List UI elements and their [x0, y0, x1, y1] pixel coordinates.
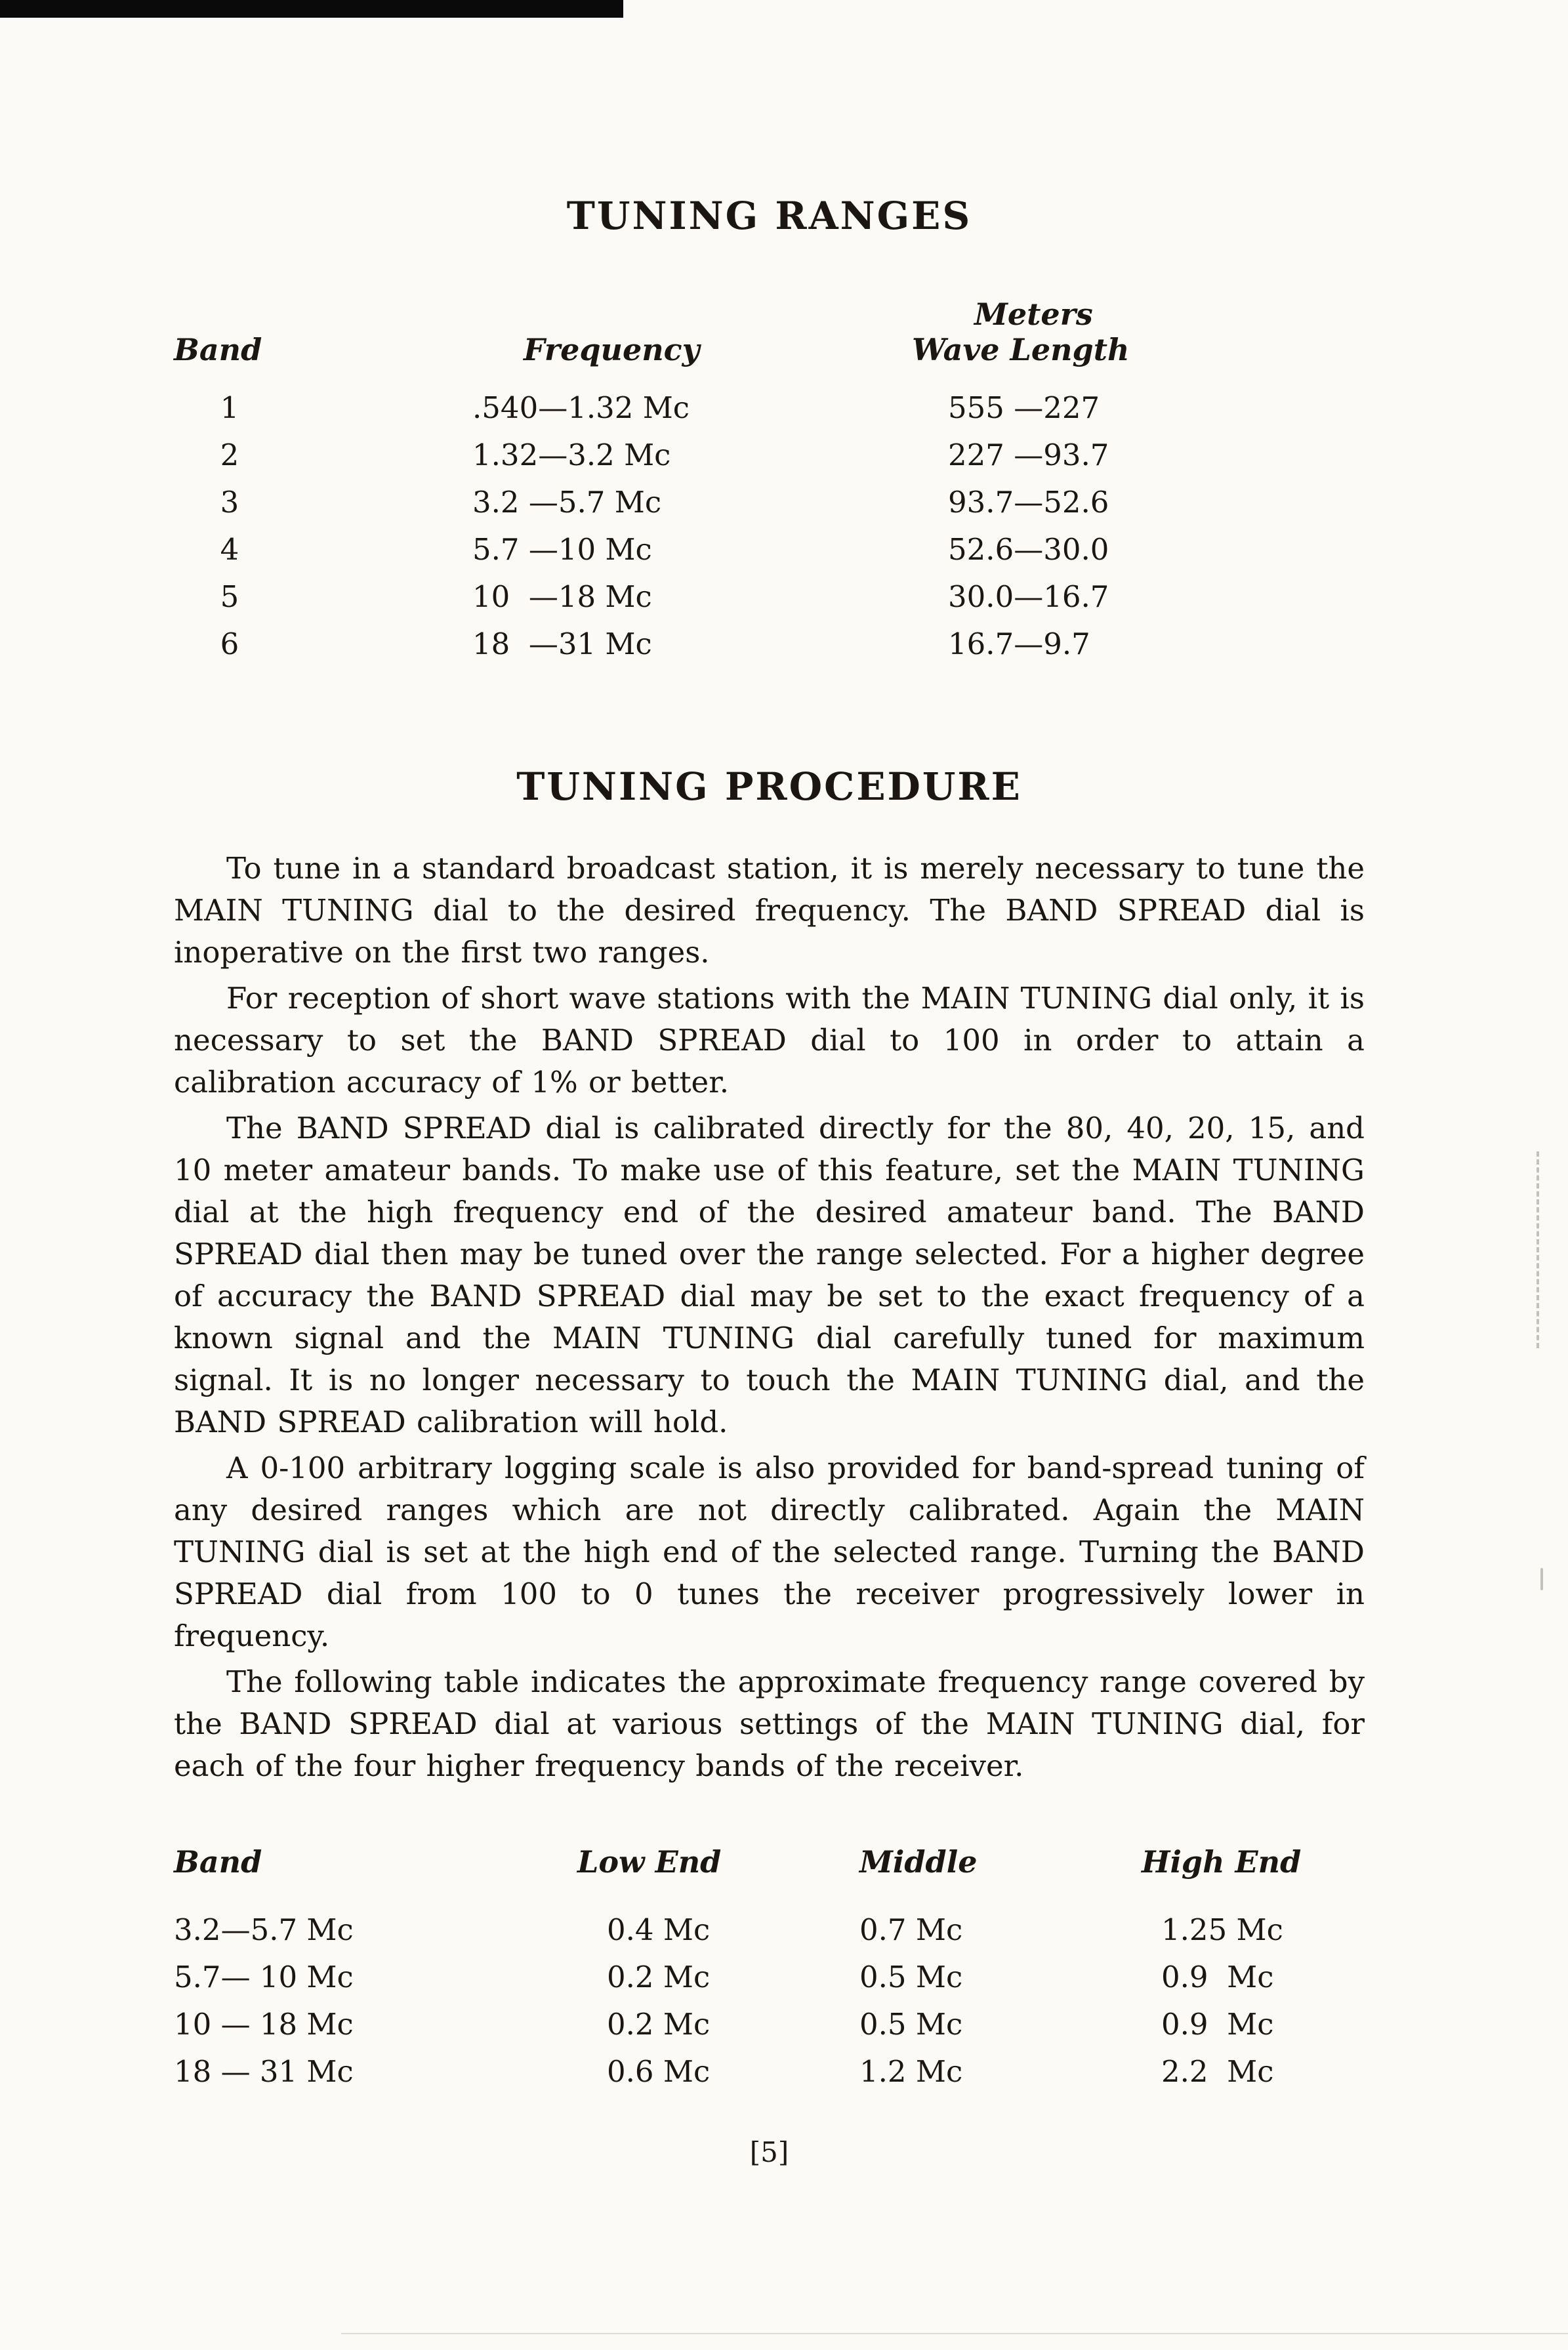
band-cell: 18 — 31 Mc: [174, 2053, 354, 2089]
table-row: [174, 432, 1365, 479]
table-row: [174, 621, 1365, 668]
band-cell: [174, 573, 472, 621]
frequency-cell: 18 —31 Mc: [472, 626, 652, 661]
tuning-procedure-body: [174, 848, 1365, 1787]
band-cell: [174, 621, 472, 668]
table-row: [174, 479, 1365, 526]
meters-header-line1: Meters: [974, 296, 1093, 332]
frequency-column-header: Frequency: [524, 331, 700, 367]
middle-column-header: Middle: [859, 1844, 978, 1880]
scan-artifact-right-dashes: [1537, 1151, 1539, 1348]
frequency-cell: 1.32—3.2 Mc: [472, 437, 671, 472]
high-end-column-header: High End: [1142, 1844, 1302, 1880]
band-cell: [174, 479, 472, 526]
band-cell: [174, 432, 472, 479]
page-number: [5]: [749, 2135, 789, 2168]
middle-cell: 1.2 Mc: [859, 2053, 963, 2089]
table-row: [174, 384, 1365, 432]
band-value: 6: [220, 626, 239, 661]
table-row: [174, 2048, 1365, 2095]
band-cell: [174, 384, 472, 432]
meters-cell: 93.7—52.6: [948, 484, 1109, 520]
low-end-cell: 0.6 Mc: [607, 2053, 711, 2089]
meters-cell: 555 —227: [948, 390, 1100, 425]
paragraph: To tune in a standard broadcast station, it is merely necessary to tune the MAIN TUNING dial to the desired frequency. The BAND SPREAD dial is inoperative on the first two ranges.: [174, 850, 1365, 970]
middle-cell: 0.7 Mc: [859, 1912, 963, 1947]
high-end-cell: 0.9 Mc: [1161, 1959, 1274, 1994]
meters-cell: 30.0—16.7: [948, 579, 1109, 614]
band-cell: 10 — 18 Mc: [174, 2006, 354, 2042]
table-row: [174, 1907, 1365, 1954]
high-end-cell: 2.2 Mc: [1161, 2053, 1274, 2089]
meters-cell: 227 —93.7: [948, 437, 1109, 472]
meters-column-header: [912, 297, 1365, 367]
band-value: 3: [220, 484, 239, 520]
tuning-procedure-title: TUNING PROCEDURE: [516, 764, 1022, 809]
band-column-header: Band: [174, 1844, 262, 1880]
table-row: [174, 2001, 1365, 2048]
band-cell: 3.2—5.7 Mc: [174, 1912, 354, 1947]
frequency-cell: 5.7 —10 Mc: [472, 531, 652, 567]
band-column-header: Band: [174, 331, 262, 367]
table-row: [174, 526, 1365, 573]
middle-cell: 0.5 Mc: [859, 2006, 963, 2042]
frequency-cell: 10 —18 Mc: [472, 579, 652, 614]
band-value: 1: [220, 390, 239, 425]
band-value: 2: [220, 437, 239, 472]
paragraph: The BAND SPREAD dial is calibrated directly for the 80, 40, 20, 15, and 10 meter amateur bands. To make use of this feature, set the MAIN TUNING dial at the high frequency end of the desired amateur band. The BAND SPREAD dial then may be tuned over the range selected. For a higher degree of accuracy the BAND SPREAD dial may be set to the exact frequency of a known signal and the MAIN TUNING dial carefully tuned for maximum signal. It is no longer necessary to touch the MAIN TUNING dial, and the BAND SPREAD calibration will hold.: [174, 1110, 1365, 1439]
frequency-cell: 3.2 —5.7 Mc: [472, 484, 662, 520]
middle-cell: 0.5 Mc: [859, 1959, 963, 1994]
tuning-ranges-table-body: [174, 384, 1365, 668]
tuning-ranges-table-header: [174, 297, 1365, 367]
low-end-cell: 0.4 Mc: [607, 1912, 711, 1947]
paragraph: The following table indicates the approximate frequency range covered by the BAND SPREAD dial at various settings of the MAIN TUNING dial, for each of the four higher frequency bands of the receiver.: [174, 1664, 1365, 1783]
paragraph: For reception of short wave stations with the MAIN TUNING dial only, it is necessary to set the BAND SPREAD dial to 100 in order to attain a calibration accuracy of 1% or better.: [174, 980, 1365, 1100]
scan-artifact-top-bar: [0, 0, 623, 18]
high-end-cell: 0.9 Mc: [1161, 2006, 1274, 2042]
meters-header-line2: Wave Length: [912, 331, 1130, 367]
table-row: [174, 1954, 1365, 2001]
band-cell: [174, 526, 472, 573]
table-row: [174, 573, 1365, 621]
band-value: 5: [220, 579, 239, 614]
low-end-cell: 0.2 Mc: [607, 2006, 711, 2042]
band-spread-table-body: [174, 1907, 1365, 2095]
band-value: 4: [220, 531, 239, 567]
high-end-cell: 1.25 Mc: [1161, 1912, 1283, 1947]
band-spread-table-header: [174, 1844, 1365, 1880]
tuning-ranges-title: TUNING RANGES: [566, 194, 972, 238]
meters-cell: 52.6—30.0: [948, 531, 1109, 567]
low-end-cell: 0.2 Mc: [607, 1959, 711, 1994]
low-end-column-header: Low End: [577, 1844, 722, 1880]
scan-artifact-right-tick: [1540, 1568, 1543, 1590]
band-cell: 5.7— 10 Mc: [174, 1959, 354, 1994]
meters-cell: 16.7—9.7: [948, 626, 1090, 661]
paragraph: A 0-100 arbitrary logging scale is also provided for band-spread tuning of any desired ranges which are not directly calibrated. Again the MAIN TUNING dial is set at the high end of the selected range. Turning the BAND SPREAD dial from 100 to 0 tunes the receiver progressively lower in frequency.: [174, 1450, 1365, 1653]
frequency-cell: .540—1.32 Mc: [472, 390, 690, 425]
scan-artifact-bottom-line: [341, 2333, 1568, 2334]
